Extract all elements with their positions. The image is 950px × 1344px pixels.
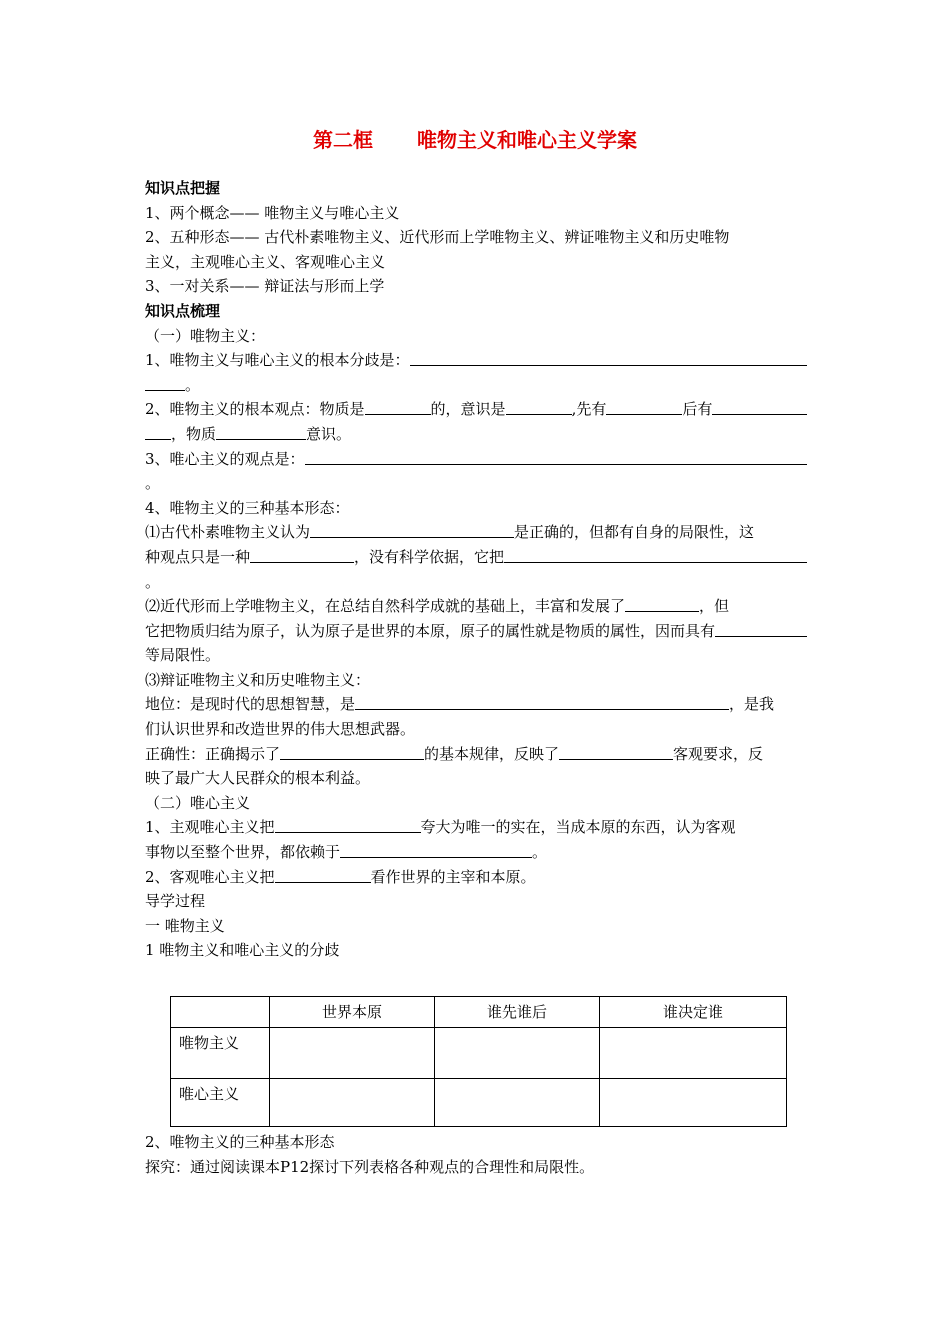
q2-text-b: 的，意识是	[430, 400, 506, 419]
table-header-cell: 谁先谁后	[435, 997, 600, 1028]
guide-heading: 导学过程	[145, 892, 206, 911]
q2-text-a: 2、唯物主义的根本观点：物质是	[145, 400, 365, 419]
q4-1-text-a: ⑴古代朴素唯物主义认为	[145, 523, 311, 542]
blank[interactable]	[559, 742, 673, 760]
subheading-idealism: （二）唯心主义	[145, 793, 251, 812]
comparison-table	[170, 996, 787, 1127]
table-row-label: 唯物主义	[171, 1028, 270, 1079]
knowledge-item-2b: 主义，主观唯心主义、客观唯心主义	[145, 252, 386, 271]
knowledge-item-3: 3、一对关系—— 辩证法与形而上学	[145, 277, 385, 296]
q2-text-d: 后有	[682, 400, 713, 419]
idealism-2-text-b: 看作世界的主宰和本原。	[370, 867, 536, 886]
q2-text-e: ，物质	[171, 424, 217, 443]
blank[interactable]	[216, 422, 306, 440]
q2-text-f: 意识。	[306, 424, 352, 443]
blank[interactable]	[410, 348, 807, 366]
blank[interactable]	[275, 815, 421, 833]
question-1	[145, 348, 807, 373]
blank[interactable]	[250, 545, 354, 563]
question-1-end: 。	[185, 375, 201, 394]
title-part-2: 唯物主义和唯心主义学案	[417, 128, 637, 152]
knowledge-item-2a: 2、五种形态—— 古代朴素唯物主义、近代形而上学唯物主义、辨证唯物主义和历史唯物	[145, 228, 730, 247]
status-text-a: 地位：是现时代的思想智慧，是	[145, 695, 356, 714]
q4-2-text-a: ⑵近代形而上学唯物主义，在总结自然科学成就的基础上，丰富和发展了	[145, 597, 626, 616]
question-4-2-cont	[145, 619, 807, 644]
main-content	[145, 176, 807, 963]
idealism-1-text-a: 1、主观唯心主义把	[145, 818, 275, 837]
table-row-label: 唯心主义	[171, 1079, 270, 1127]
table-cell[interactable]	[435, 1028, 600, 1079]
table-header-cell	[171, 997, 270, 1028]
question-4-1	[145, 520, 807, 545]
question-4-1-cont	[145, 545, 807, 570]
idealism-1-text-c: 事物以至整个世界，都依赖于	[145, 843, 341, 862]
status-text-b: ，是我	[729, 695, 775, 714]
question-4-3: ⑶辩证唯物主义和历史唯物主义：	[145, 670, 371, 689]
after-table-content	[145, 1130, 807, 1179]
blank[interactable]	[715, 619, 807, 637]
blank[interactable]	[365, 397, 431, 415]
section-heading-knowledge: 知识点把握	[145, 179, 221, 197]
question-2	[145, 397, 807, 422]
idealism-item-2	[145, 865, 807, 890]
table-cell[interactable]	[600, 1028, 787, 1079]
blank[interactable]	[305, 447, 807, 465]
idealism-item-1	[145, 815, 807, 840]
blank[interactable]	[280, 742, 424, 760]
table-cell[interactable]	[270, 1079, 435, 1127]
q2-text-c: ,先有	[571, 400, 607, 419]
question-4: 4、唯物主义的三种基本形态：	[145, 498, 350, 517]
table-header-row	[171, 997, 787, 1028]
guide-part-one-item-2: 2、唯物主义的三种基本形态	[145, 1133, 335, 1151]
table-header-cell: 谁决定谁	[600, 997, 787, 1028]
blank[interactable]	[310, 520, 514, 538]
blank[interactable]	[145, 373, 185, 391]
question-1-text: 1、唯物主义与唯心主义的根本分歧是：	[145, 351, 410, 370]
table-cell[interactable]	[435, 1079, 600, 1127]
blank[interactable]	[506, 397, 572, 415]
table-cell[interactable]	[600, 1079, 787, 1127]
guide-part-one: 一 唯物主义	[145, 916, 225, 935]
page-title	[0, 124, 950, 153]
table-header-cell: 世界本原	[270, 997, 435, 1028]
question-3-end: 。	[145, 474, 161, 493]
q4-1-text-d: ，没有科学依据，它把	[354, 547, 505, 566]
table-row	[171, 1079, 787, 1127]
subheading-materialism: （一）唯物主义：	[145, 326, 266, 345]
blank[interactable]	[145, 422, 171, 440]
q4-1-text-b: 是正确的，但都有自身的局限性，这	[514, 523, 755, 542]
correctness-text-a: 正确性：正确揭示了	[145, 744, 281, 763]
explore-instruction: 探究：通过阅读课本P12探讨下列表格各种观点的合理性和局限性。	[145, 1157, 595, 1176]
blank[interactable]	[504, 545, 807, 563]
question-4-1-end: 。	[145, 572, 161, 591]
blank[interactable]	[275, 865, 371, 883]
correctness-text-b: 的基本规律，反映了	[424, 744, 560, 763]
correctness-line-cont: 映了最广大人民群众的根本利益。	[145, 769, 371, 788]
idealism-item-1-cont	[145, 840, 807, 865]
question-4-2	[145, 594, 807, 619]
question-3	[145, 447, 807, 472]
idealism-2-text-a: 2、客观唯心主义把	[145, 867, 275, 886]
blank[interactable]	[606, 397, 682, 415]
section-heading-review: 知识点梳理	[145, 301, 221, 320]
question-2-cont	[145, 422, 807, 447]
q4-2-text-b: ，但	[699, 597, 730, 616]
idealism-1-text-d: 。	[532, 843, 548, 862]
question-1-cont	[145, 373, 807, 398]
correctness-line	[145, 742, 807, 767]
question-3-text: 3、唯心主义的观点是：	[145, 449, 305, 468]
table-row	[171, 1028, 787, 1079]
blank[interactable]	[712, 397, 807, 415]
blank[interactable]	[355, 692, 729, 710]
guide-part-one-item-1: 1 唯物主义和唯心主义的分歧	[145, 941, 340, 960]
table-cell[interactable]	[270, 1028, 435, 1079]
title-part-1: 第二框	[313, 128, 373, 152]
q4-2-text-c: 它把物质归结为原子，认为原子是世界的本原，原子的属性就是物质的属性，因而具有	[145, 621, 716, 640]
knowledge-item-1: 1、两个概念—— 唯物主义与唯心主义	[145, 203, 400, 222]
correctness-text-c: 客观要求，反	[673, 744, 764, 763]
blank[interactable]	[340, 840, 532, 858]
idealism-1-text-b: 夸大为唯一的实在，当成本原的东西，认为客观	[420, 818, 736, 837]
status-line-cont: 们认识世界和改造世界的伟大思想武器。	[145, 720, 416, 739]
blank[interactable]	[625, 594, 699, 612]
question-4-2-end: 等局限性。	[145, 646, 221, 665]
q4-1-text-c: 种观点只是一种	[145, 547, 251, 566]
status-line	[145, 692, 807, 717]
